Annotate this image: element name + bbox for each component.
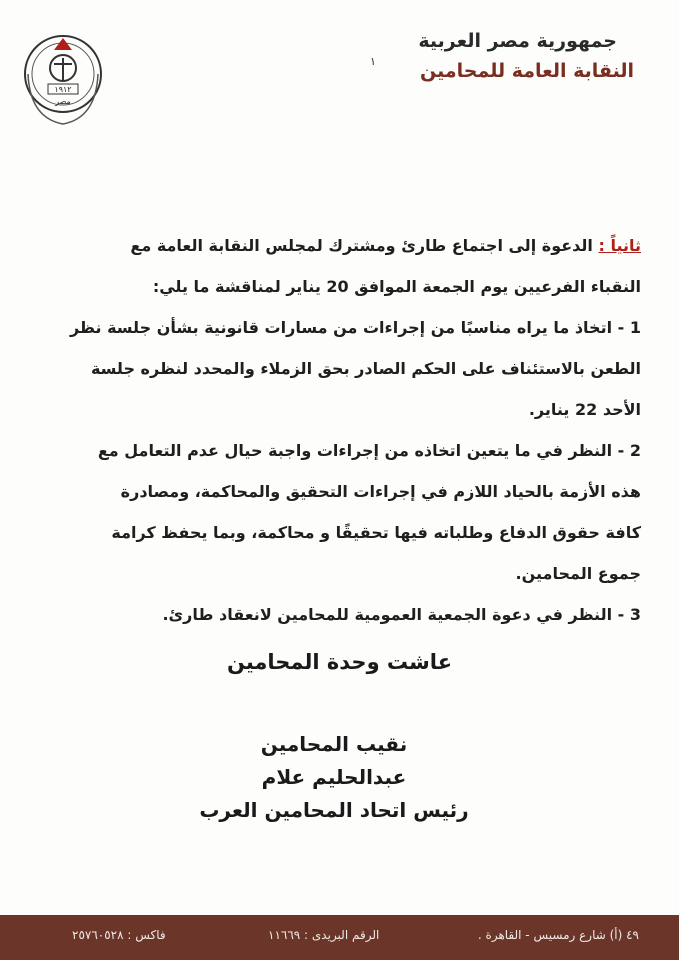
signature-role: رئيس اتحاد المحامين العرب — [199, 798, 469, 822]
footer-fax: فاكس : ٢٥٧٦٠٥٢٨ — [72, 928, 166, 942]
logo-city: مصر — [55, 97, 71, 106]
item2-line-2: هذه الأزمة بالحياد اللازم في إجراءات التحقيق والمحاكمة، ومصادرة — [120, 482, 641, 501]
header-syndicate: النقابة العامة للمحامين — [420, 60, 634, 82]
stray-mark: ١ — [370, 55, 376, 68]
intro-line-2: النقباء الفرعيين يوم الجمعة الموافق 20 يناير لمناقشة ما يلي: — [152, 277, 641, 296]
item1-line-3: الأحد 22 يناير. — [528, 400, 641, 419]
logo-year: ١٩١٢ — [54, 85, 72, 94]
header-country: جمهورية مصر العربية — [418, 30, 617, 52]
signature-name: عبدالحليم علام — [261, 765, 407, 789]
item1-line-2: الطعن بالاستئناف على الحكم الصادر بحق الزملاء والمحدد لنظره جلسة — [90, 359, 641, 378]
bar-association-logo — [22, 28, 104, 132]
footer-postal: الرقم البريدى : ١١٦٦٩ — [268, 928, 380, 942]
intro-line-1: ثانياً : الدعوة إلى اجتماع طارئ ومشترك لمجلس النقابة العامة مع — [130, 236, 641, 255]
footer-address: ٤٩ (أ) شارع رمسيس - القاهرة . — [477, 928, 639, 942]
item2-line-3: كافة حقوق الدفاع وطلباته فيها تحقيقًا و محاكمة، وبما يحفظ كرامة — [111, 523, 641, 542]
slogan: عاشت وحدة المحامين — [226, 650, 453, 674]
section-label: ثانياً : — [598, 236, 641, 255]
footer-bar — [0, 915, 679, 960]
item3-line-1: 3 - النظر في دعوة الجمعية العمومية للمحامين لانعقاد طارئ. — [162, 605, 641, 624]
item2-line-4: جموع المحامين. — [515, 564, 641, 583]
item1-line-1: 1 - اتخاذ ما يراه مناسبًا من إجراءات من مسارات قانونية بشأن جلسة نظر — [69, 318, 641, 337]
signature-block — [184, 728, 484, 827]
item2-line-1: 2 - النظر في ما يتعين اتخاذه من إجراءات واجبة حيال عدم التعامل مع — [97, 441, 641, 460]
letter-body — [40, 225, 641, 635]
signature-title: نقيب المحامين — [260, 732, 408, 756]
